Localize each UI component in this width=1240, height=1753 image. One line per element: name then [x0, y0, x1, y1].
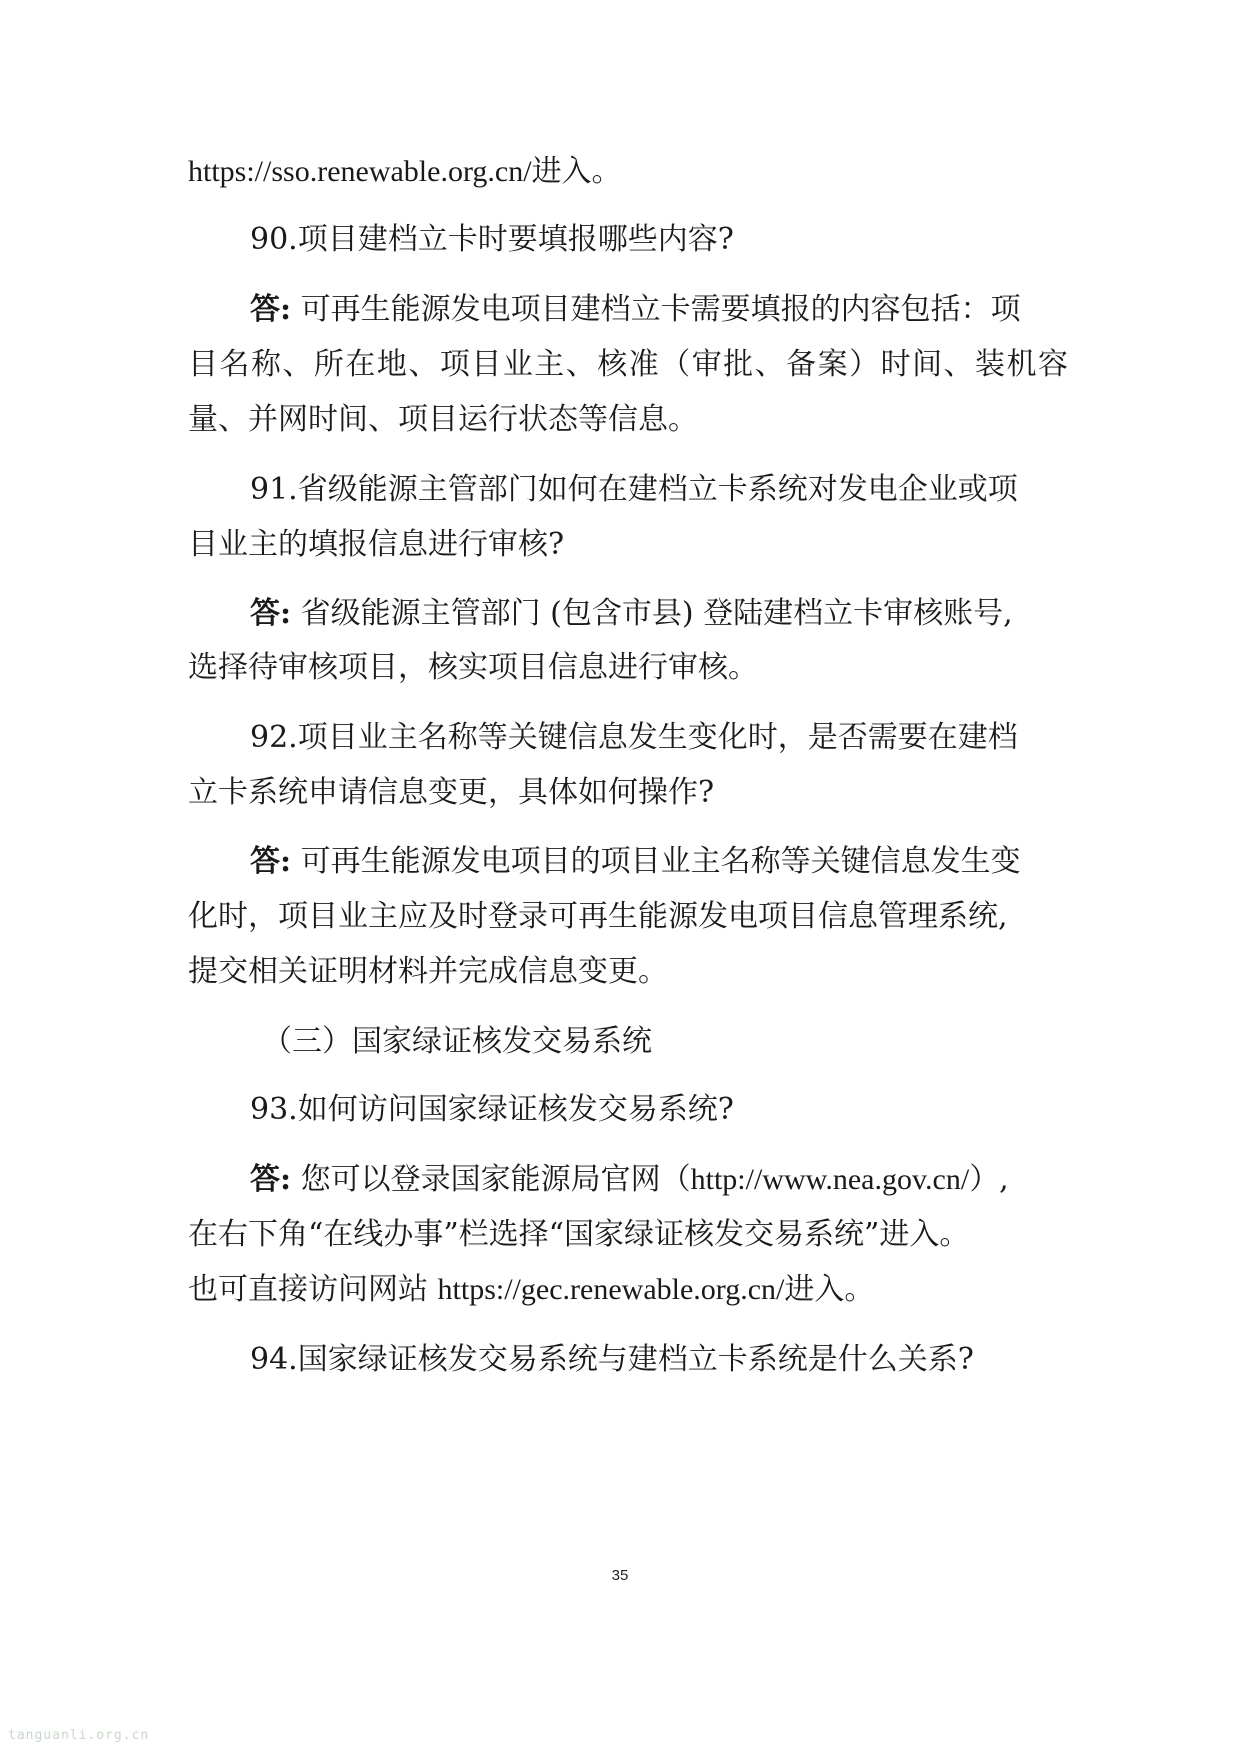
answer-92-line-2: 化时，项目业主应及时登录可再生能源发电项目信息管理系统, — [188, 899, 1008, 934]
nea-url: http://www.nea.gov.cn/ — [690, 1163, 970, 1196]
answer-91-line-2: 选择待审核项目，核实项目信息进行审核。 — [188, 650, 758, 685]
question-92-line-1: 92.项目业主名称等关键信息发生变化时，是否需要在建档 — [250, 720, 1018, 755]
answer-93-line-3: 也可直接访问网站 https://gec.renewable.org.cn/进入。 — [188, 1272, 875, 1307]
answer-92-line-3: 提交相关证明材料并完成信息变更。 — [188, 954, 668, 989]
answer-90-line-1: 答: 可再生能源发电项目建档立卡需要填报的内容包括：项 — [250, 292, 1021, 327]
sso-url: https://sso.renewable.org.cn/ — [188, 155, 532, 188]
answer-92-line-1: 答: 可再生能源发电项目的项目业主名称等关键信息发生变 — [250, 844, 1021, 879]
answer-label: 答: — [250, 1162, 292, 1197]
question-92-line-2: 立卡系统申请信息变更，具体如何操作? — [188, 775, 715, 810]
question-93: 93.如何访问国家绿证核发交易系统? — [250, 1092, 734, 1127]
question-90: 90.项目建档立卡时要填报哪些内容? — [250, 222, 734, 257]
answer-93-line-2: 在右下角“在线办事”栏选择“国家绿证核发交易系统”进入。 — [188, 1217, 970, 1252]
answer-label: 答: — [250, 596, 292, 631]
question-94: 94.国家绿证核发交易系统与建档立卡系统是什么关系? — [250, 1342, 974, 1377]
watermark: tanguanli.org.cn — [8, 1728, 150, 1743]
question-91-line-1: 91.省级能源主管部门如何在建档立卡系统对发电企业或项 — [250, 472, 1018, 507]
answer-label: 答: — [250, 844, 292, 879]
section-heading-3: （三）国家绿证核发交易系统 — [262, 1024, 652, 1059]
answer-label: 答: — [250, 292, 292, 327]
gec-url: https://gec.renewable.org.cn/ — [437, 1273, 785, 1306]
answer-90-line-2: 目名称、所在地、项目业主、核准（审批、备案）时间、装机容 — [188, 347, 1068, 382]
answer-91-line-1: 答: 省级能源主管部门 (包含市县) 登陆建档立卡审核账号, — [250, 596, 1013, 631]
url-continuation-line: https://sso.renewable.org.cn/进入。 — [188, 154, 622, 189]
page-number: 35 — [611, 1567, 629, 1584]
answer-93-line-1: 答: 您可以登录国家能源局官网（http://www.nea.gov.cn/）, — [250, 1162, 1009, 1197]
answer-90-line-3: 量、并网时间、项目运行状态等信息。 — [188, 402, 698, 437]
question-91-line-2: 目业主的填报信息进行审核? — [188, 527, 565, 562]
